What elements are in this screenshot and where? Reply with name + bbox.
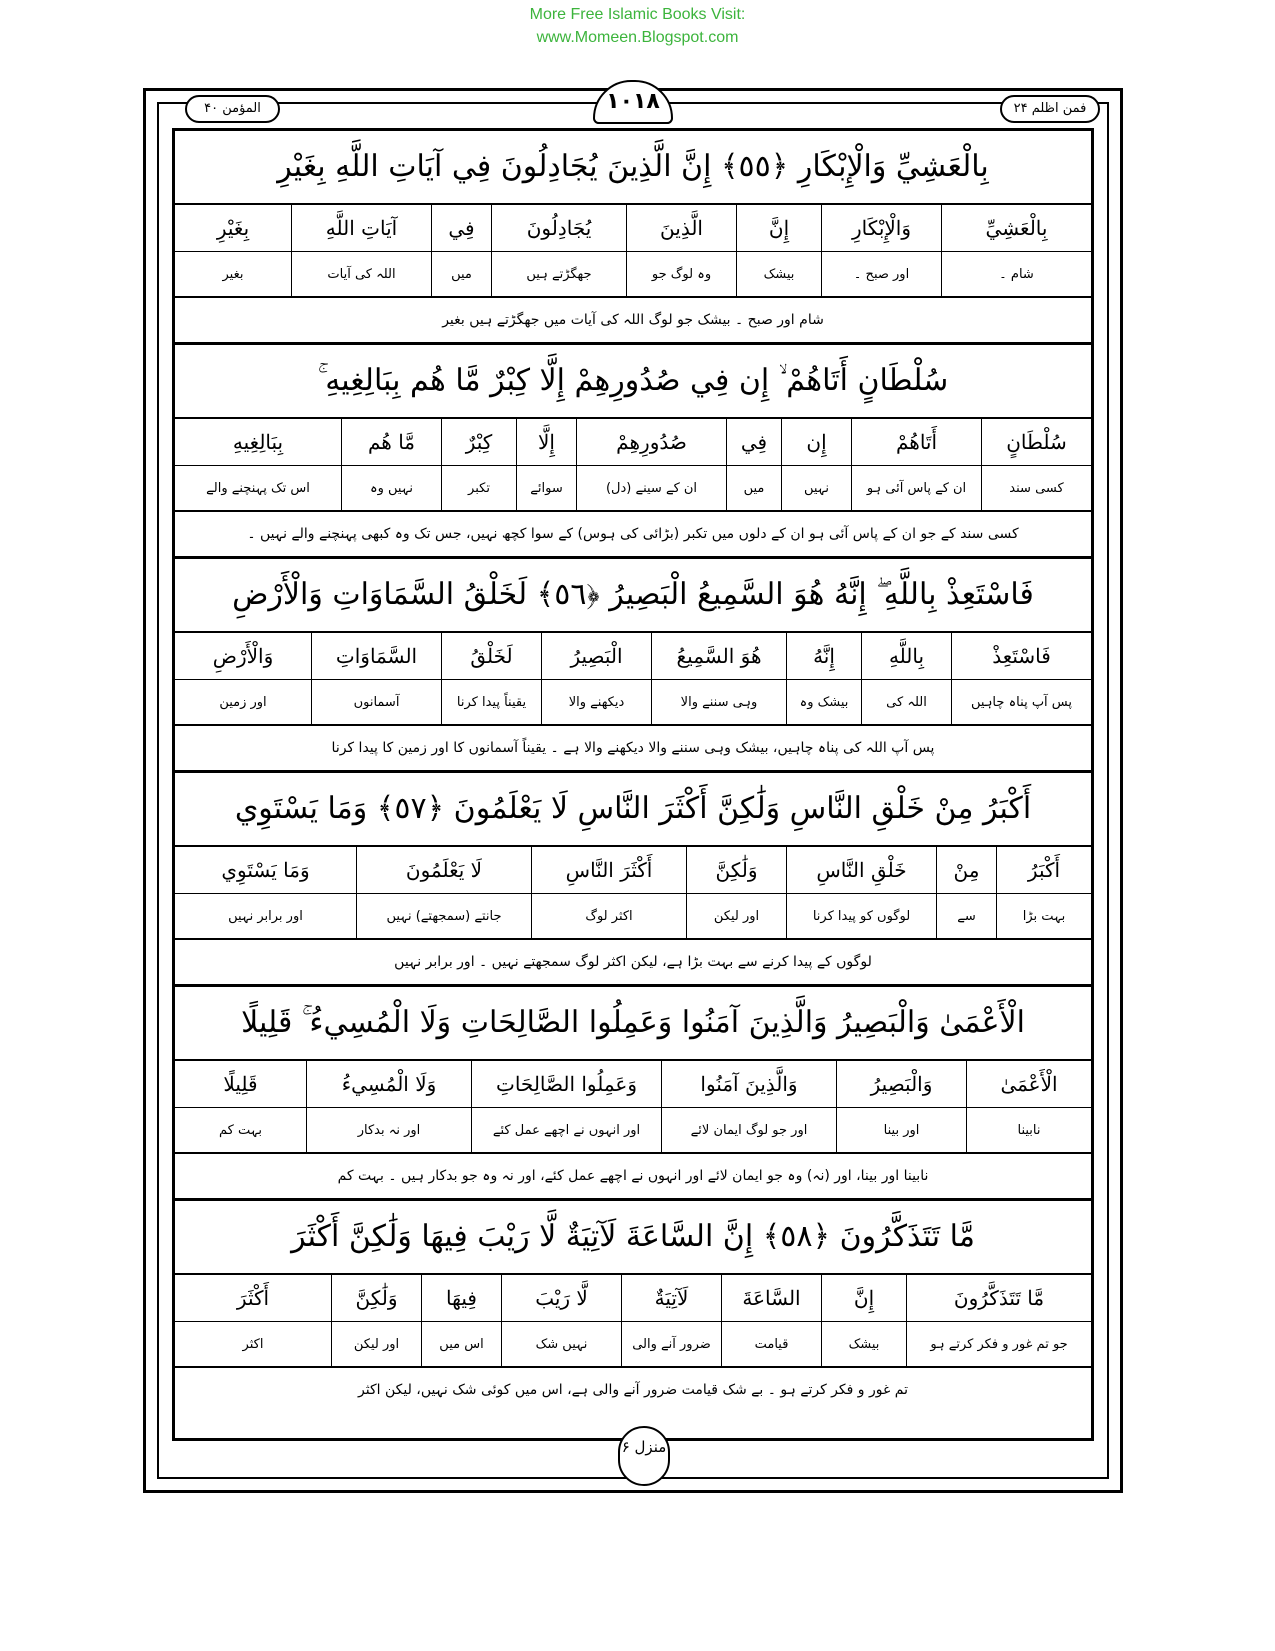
word-cell: بِبَالِغِيهِ [232,430,284,454]
arabic-verse-line: الْأَعْمَىٰ وَالْبَصِيرُ وَالَّذِينَ آمَنُوا وَعَمِلُوا الصَّالِحَاتِ وَلَا الْمُسِيءُ ۚ قَلِيلًا [175,987,1091,1061]
word-translation-cell: قیامت [721,1322,821,1366]
word-translation-cell: بغیر [222,266,244,282]
word-translation-cell: نہیں وہ [341,466,441,510]
word-translation-cell: اور لیکن [686,894,786,938]
word-cell: إِنَّهُ [786,633,861,679]
word-cell: بِغَيْرِ [216,216,250,240]
word-cell: وَالْإِبْكَارِ [821,205,941,251]
verse-block [175,559,1091,773]
word-translation-cell: لوگوں کو پیدا کرنا [786,894,936,938]
word-translation-cell: اللہ کی آیات [291,252,431,296]
full-translation: لوگوں کے پیدا کرنے سے بہت بڑا ہے، لیکن اکثر لوگ سمجھتے نہیں ۔ اور برابر نہیں [394,954,872,970]
full-translation: کسی سند کے جو ان کے پاس آئی ہو ان کے دلوں میں تکبر (بڑائی کی ہوس) کے سوا کچھ نہیں، جس تک وہ کبھی پہنچنے والے نہیں ۔ [247,526,1019,542]
word-translation-row [175,1322,1091,1368]
arabic-verse-line: بِالْعَشِيِّ وَالْإِبْكَارِ ﴿٥٥﴾ إِنَّ الَّذِينَ يُجَادِلُونَ فِي آيَاتِ اللَّهِ بِغَيْرِ [175,131,1091,205]
word-translation-cell: اکثر لوگ [531,894,686,938]
word-translation-cell: جھگڑتے ہیں [491,252,626,296]
word-translation-cell: اور انہوں نے اچھے عمل کئے [471,1108,661,1152]
word-translation-cell: اس میں [421,1322,501,1366]
word-translation-cell: آسمانوں [311,680,441,724]
word-translation-cell: اور جو لوگ ایمان لائے [661,1108,836,1152]
verse-block [175,987,1091,1201]
word-translation-cell: بیشک [821,1322,906,1366]
word-cell: بِاللَّهِ [861,633,951,679]
word-translation-cell: ان کے سینے (دل) [576,466,726,510]
word-cell: سُلْطَانٍ [981,419,1091,465]
word-cell: مَّا تَتَذَكَّرُونَ [906,1275,1091,1321]
word-translation-cell: بہت بڑا [996,894,1091,938]
word-translation-cell: نہیں [781,466,851,510]
word-translation-cell: بیشک وہ [786,680,861,724]
word-cell: فِيهَا [421,1275,501,1321]
word-cell: الَّذِينَ [626,205,736,251]
word-translation-cell: اور نہ بدکار [306,1108,471,1152]
word-cell: يُجَادِلُونَ [491,205,626,251]
word-cell: وَلَٰكِنَّ [686,847,786,893]
word-cell: فِي [431,205,491,251]
word-cell: وَالْبَصِيرُ [836,1061,966,1107]
word-cell: وَعَمِلُوا الصَّالِحَاتِ [471,1061,661,1107]
word-translation-cell: تکبر [441,466,516,510]
word-translation-cell: اکثر [242,1336,264,1352]
word-translation-cell: بیشک [736,252,821,296]
word-cell: قَلِيلًا [223,1072,258,1096]
word-cell: بِالْعَشِيِّ [941,205,1091,251]
word-row [175,1061,1091,1108]
word-translation-cell: میں [726,466,781,510]
verse-block [175,773,1091,987]
word-translation-cell: اور بینا [836,1108,966,1152]
word-cell: السَّاعَةَ [721,1275,821,1321]
word-translation-cell: اللہ کی [861,680,951,724]
word-cell: الْبَصِيرُ [541,633,651,679]
word-translation-row [175,894,1091,940]
arabic-verse-line: أَكْبَرُ مِنْ خَلْقِ النَّاسِ وَلَٰكِنَّ أَكْثَرَ النَّاسِ لَا يَعْلَمُونَ ﴿٥٧﴾ وَمَا يَسْتَوِي [175,773,1091,847]
word-cell: مِنْ [936,847,996,893]
word-cell: هُوَ السَّمِيعُ [651,633,786,679]
verse-block [175,131,1091,345]
header-surah-label: المؤمن ۴۰ [185,95,280,123]
word-translation-cell: سے [936,894,996,938]
full-translation: پس آپ اللہ کی پناہ چاہیں، بیشک وہی سننے والا دیکھنے والا ہے ۔ یقیناً آسمانوں کا اور زمین کا پیدا کرنا [331,740,935,756]
word-translation-cell: بہت کم [219,1122,262,1138]
word-cell: إِنَّ [736,205,821,251]
word-translation-cell: سوائے [516,466,576,510]
word-translation-cell: ان کے پاس آئی ہو [851,466,981,510]
word-cell: أَكْثَرَ النَّاسِ [531,847,686,893]
word-cell: السَّمَاوَاتِ [311,633,441,679]
word-cell: كِبْرٌ [441,419,516,465]
word-cell: وَلَا الْمُسِيءُ [306,1061,471,1107]
verse-block [175,345,1091,559]
word-cell: وَمَا يَسْتَوِي [221,858,310,882]
header-para-label: فمن اظلم ۲۴ [1000,95,1100,123]
full-translation: شام اور صبح ۔ بیشک جو لوگ اللہ کی آیات میں جھگڑتے ہیں بغیر [442,312,824,328]
word-translation-row [175,466,1091,512]
word-translation-cell: جو تم غور و فکر کرتے ہو [906,1322,1091,1366]
word-cell: إِلَّا [516,419,576,465]
watermark-line-2: www.Momeen.Blogspot.com [536,29,739,46]
arabic-verse-line: سُلْطَانٍ أَتَاهُمْ ۙ إِن فِي صُدُورِهِمْ إِلَّا كِبْرٌ مَّا هُم بِبَالِغِيهِ ۚ [175,345,1091,419]
word-cell: أَتَاهُمْ [851,419,981,465]
page-number: ۱۰۱۸ [593,80,673,124]
word-translation-row [175,252,1091,298]
word-translation-cell: جانتے (سمجھتے) نہیں [356,894,531,938]
word-translation-row [175,680,1091,726]
word-cell: خَلْقِ النَّاسِ [786,847,936,893]
arabic-verse-line: مَّا تَتَذَكَّرُونَ ﴿٥٨﴾ إِنَّ السَّاعَةَ لَآتِيَةٌ لَّا رَيْبَ فِيهَا وَلَٰكِنَّ أَكْثَرَ [175,1201,1091,1275]
word-translation-row [175,1108,1091,1154]
word-translation-cell: وہی سننے والا [651,680,786,724]
word-cell: أَكْثَرَ [236,1286,270,1310]
word-cell: وَالْأَرْضِ [212,644,274,668]
page-content [175,131,1091,1412]
word-cell: الْأَعْمَىٰ [966,1061,1091,1107]
word-translation-cell: اور برابر نہیں [228,908,303,924]
word-cell: أَكْبَرُ [996,847,1091,893]
word-translation-cell: شام ۔ [941,252,1091,296]
full-translation: نابینا اور بینا، اور (نہ) وہ جو ایمان لائے اور انہوں نے اچھے عمل کئے، اور نہ وہ جو بدکار ہیں ۔ بہت کم [337,1168,929,1184]
word-row [175,1275,1091,1322]
word-cell: وَلَٰكِنَّ [331,1275,421,1321]
word-translation-cell: اور لیکن [331,1322,421,1366]
word-cell: فِي [726,419,781,465]
word-cell: لَا يَعْلَمُونَ [356,847,531,893]
word-cell: صُدُورِهِمْ [576,419,726,465]
word-cell: لَخَلْقُ [441,633,541,679]
word-cell: فَاسْتَعِذْ [951,633,1091,679]
word-translation-cell: وہ لوگ جو [626,252,736,296]
word-translation-cell: دیکھنے والا [541,680,651,724]
word-row [175,205,1091,252]
word-translation-cell: نابینا [966,1108,1091,1152]
word-cell: آيَاتِ اللَّهِ [291,205,431,251]
word-cell: إِنَّ [821,1275,906,1321]
full-translation: تم غور و فکر کرتے ہو ۔ بے شک قیامت ضرور آنے والی ہے، اس میں کوئی شک نہیں، لیکن اکثر [358,1382,908,1398]
word-translation-cell: یقیناً پیدا کرنا [441,680,541,724]
word-row [175,419,1091,466]
word-row [175,633,1091,680]
word-translation-cell: ضرور آنے والی [621,1322,721,1366]
watermark-line-1: More Free Islamic Books Visit: [529,6,746,23]
word-row [175,847,1091,894]
word-translation-cell: نہیں شک [501,1322,621,1366]
verse-block [175,1201,1091,1412]
word-translation-cell: اور صبح ۔ [821,252,941,296]
word-cell: لَّا رَيْبَ [501,1275,621,1321]
manzil-badge: منزل ۶ [618,1426,670,1486]
word-translation-cell: کسی سند [981,466,1091,510]
arabic-verse-line: فَاسْتَعِذْ بِاللَّهِ ۖ إِنَّهُ هُوَ السَّمِيعُ الْبَصِيرُ ﴿٥٦﴾ لَخَلْقُ السَّمَاوَاتِ وَالْأَرْضِ [175,559,1091,633]
word-translation-cell: اس تک پہنچنے والے [206,480,310,496]
word-cell: إِن [781,419,851,465]
word-translation-cell: اور زمین [219,694,267,710]
word-cell: لَآتِيَةٌ [621,1275,721,1321]
word-cell: مَّا هُم [341,419,441,465]
word-cell: وَالَّذِينَ آمَنُوا [661,1061,836,1107]
word-translation-cell: میں [431,252,491,296]
word-translation-cell: پس آپ پناہ چاہیں [951,680,1091,724]
